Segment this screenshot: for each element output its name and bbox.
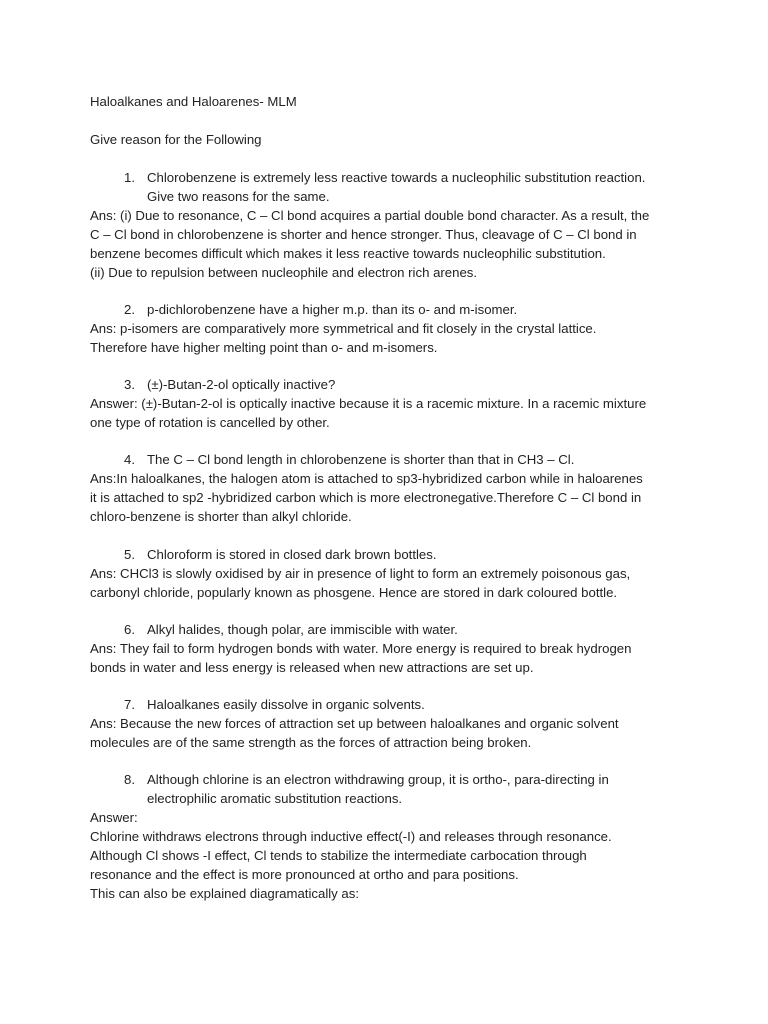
question-item (90, 300, 690, 357)
question-text: (±)-Butan-2-ol optically inactive? (147, 377, 336, 392)
question-item (90, 545, 690, 602)
answer-line: Chlorine withdraws electrons through inductive effect(-I) and releases through resonance. (90, 829, 612, 844)
question-line-row (90, 789, 690, 808)
question-number: 3. (124, 377, 135, 392)
question-item (90, 375, 690, 432)
question-line-row (90, 450, 690, 469)
question-line-row (90, 168, 690, 187)
answer-text (90, 564, 690, 602)
question-number: 1. (124, 170, 135, 185)
question-item (90, 770, 690, 903)
answer-line: Ans: Because the new forces of attraction set up between haloalkanes and organic solvent (90, 716, 619, 731)
question-line-row (90, 375, 690, 394)
question-line-row (90, 770, 690, 789)
answer-line: bonds in water and less energy is released when new attractions are set up. (90, 660, 534, 675)
question-text: Alkyl halides, though polar, are immiscible with water. (147, 622, 458, 637)
answer-line: molecules are of the same strength as the forces of attraction being broken. (90, 735, 532, 750)
answer-text (90, 394, 690, 432)
document-title: Haloalkanes and Haloarenes- MLM (90, 94, 297, 109)
question-text: electrophilic aromatic substitution reactions. (147, 791, 403, 806)
answer-line: chloro-benzene is shorter than alkyl chloride. (90, 509, 352, 524)
answer-line: Ans: CHCl3 is slowly oxidised by air in presence of light to form an extremely poisonous gas, (90, 566, 631, 581)
answer-line: Ans:In haloalkanes, the halogen atom is attached to sp3-hybridized carbon while in haloarenes (90, 471, 643, 486)
answer-line: Ans: (i) Due to resonance, C – Cl bond acquires a partial double bond character. As a result, the (90, 208, 650, 223)
answer-line: Ans: They fail to form hydrogen bonds with water. More energy is required to break hydrogen (90, 641, 632, 656)
answer-text (90, 639, 690, 677)
question-text: Although chlorine is an electron withdrawing group, it is ortho-, para-directing in (147, 772, 609, 787)
question-line-row (90, 187, 690, 206)
answer-text (90, 808, 690, 903)
question-text: Give two reasons for the same. (147, 189, 330, 204)
answer-text (90, 319, 690, 357)
question-item (90, 695, 690, 752)
answer-line: Answer: (±)-Butan-2-ol is optically inactive because it is a racemic mixture. In a racemic mixture (90, 396, 647, 411)
question-line-row (90, 300, 690, 319)
question-item (90, 450, 690, 526)
question-item (90, 620, 690, 677)
answer-line: one type of rotation is cancelled by other. (90, 415, 330, 430)
question-number: 6. (124, 622, 135, 637)
answer-line: Although Cl shows -I effect, Cl tends to stabilize the intermediate carbocation through (90, 848, 587, 863)
question-text: Haloalkanes easily dissolve in organic solvents. (147, 697, 425, 712)
question-line-row (90, 695, 690, 714)
question-text: The C – Cl bond length in chlorobenzene is shorter than that in CH3 – Cl. (147, 452, 575, 467)
answer-line: carbonyl chloride, popularly known as phosgene. Hence are stored in dark coloured bottle. (90, 585, 618, 600)
answer-line: resonance and the effect is more pronounced at ortho and para positions. (90, 867, 519, 882)
answer-text (90, 469, 690, 526)
question-number: 7. (124, 697, 135, 712)
answer-line: it is attached to sp2 -hybridized carbon which is more electronegative.Therefore C – Cl bond in (90, 490, 642, 505)
question-text: Chloroform is stored in closed dark brown bottles. (147, 547, 437, 562)
question-item (90, 168, 690, 282)
question-line-row (90, 620, 690, 639)
answer-line: C – Cl bond in chlorobenzene is shorter and hence stronger. Thus, cleavage of C – Cl bond in (90, 227, 637, 242)
document-subtitle: Give reason for the Following (90, 132, 262, 147)
question-number: 5. (124, 547, 135, 562)
answer-line: Therefore have higher melting point than o- and m-isomers. (90, 340, 438, 355)
question-text: Chlorobenzene is extremely less reactive towards a nucleophilic substitution reaction. (147, 170, 646, 185)
question-number: 8. (124, 772, 135, 787)
answer-line: (ii) Due to repulsion between nucleophile and electron rich arenes. (90, 265, 478, 280)
answer-line: benzene becomes difficult which makes it less reactive towards nucleophilic substitution. (90, 246, 606, 261)
question-text: p-dichlorobenzene have a higher m.p. than its o- and m-isomer. (147, 302, 518, 317)
question-line-row (90, 545, 690, 564)
answer-text (90, 714, 690, 752)
answer-text (90, 206, 690, 282)
answer-line: Answer: (90, 810, 138, 825)
answer-line: This can also be explained diagramatically as: (90, 886, 360, 901)
question-number: 4. (124, 452, 135, 467)
answer-line: Ans: p-isomers are comparatively more symmetrical and fit closely in the crystal lattice. (90, 321, 597, 336)
question-number: 2. (124, 302, 135, 317)
